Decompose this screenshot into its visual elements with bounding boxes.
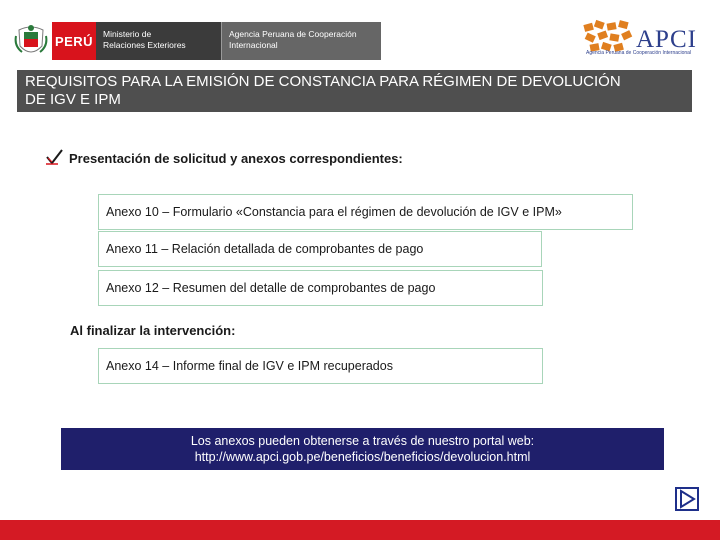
- coat-of-arms-icon: [14, 22, 48, 60]
- agency-label: [221, 22, 381, 60]
- annex-item-14: [98, 348, 543, 384]
- section-heading-completion: Al finalizar la intervención:: [70, 323, 236, 338]
- title-line-1: REQUISITOS PARA LA EMISIÓN DE CONSTANCIA PARA RÉGIMEN DE DEVOLUCIÓN: [25, 73, 621, 90]
- country-label: PERÚ: [52, 22, 96, 60]
- section-heading-submission: Presentación de solicitud y anexos correspondientes:: [69, 151, 403, 166]
- apci-logo-subtitle: Agencia Peruana de Cooperación Internacional: [586, 50, 692, 56]
- checkmark-icon: [44, 148, 64, 166]
- info-box: [61, 428, 664, 470]
- annex-label: Anexo 10 – Formulario «Constancia para el régimen de devolución de IGV e IPM»: [106, 205, 562, 219]
- next-slide-icon: [677, 489, 697, 509]
- annex-label: Anexo 12 – Resumen del detalle de comprobantes de pago: [106, 281, 436, 295]
- info-link[interactable]: http://www.apci.gob.pe/beneficios/beneficios/devolucion.html: [194, 450, 531, 464]
- annex-item-11: [98, 231, 542, 267]
- ministry-line-2: Relaciones Exteriores: [103, 40, 186, 50]
- agency-line-1: Agencia Peruana de Cooperación: [229, 29, 357, 39]
- annex-item-12: [98, 270, 543, 306]
- annex-item-10: [98, 194, 633, 230]
- agency-line-2: Internacional: [229, 40, 278, 50]
- footer-bar: [0, 520, 720, 540]
- ministry-line-1: Ministerio de: [103, 29, 152, 39]
- next-slide-button[interactable]: [675, 487, 699, 511]
- title-line-2: DE IGV E IPM: [25, 91, 121, 108]
- page-title: [17, 70, 692, 112]
- apci-logo-text: APCI: [636, 26, 697, 53]
- info-text: Los anexos pueden obtenerse a través de nuestro portal web:: [190, 434, 535, 448]
- annex-label: Anexo 11 – Relación detallada de comprobantes de pago: [106, 242, 424, 256]
- ministry-label: [96, 22, 221, 60]
- header: [0, 0, 720, 68]
- annex-label: Anexo 14 – Informe final de IGV e IPM recuperados: [106, 359, 393, 373]
